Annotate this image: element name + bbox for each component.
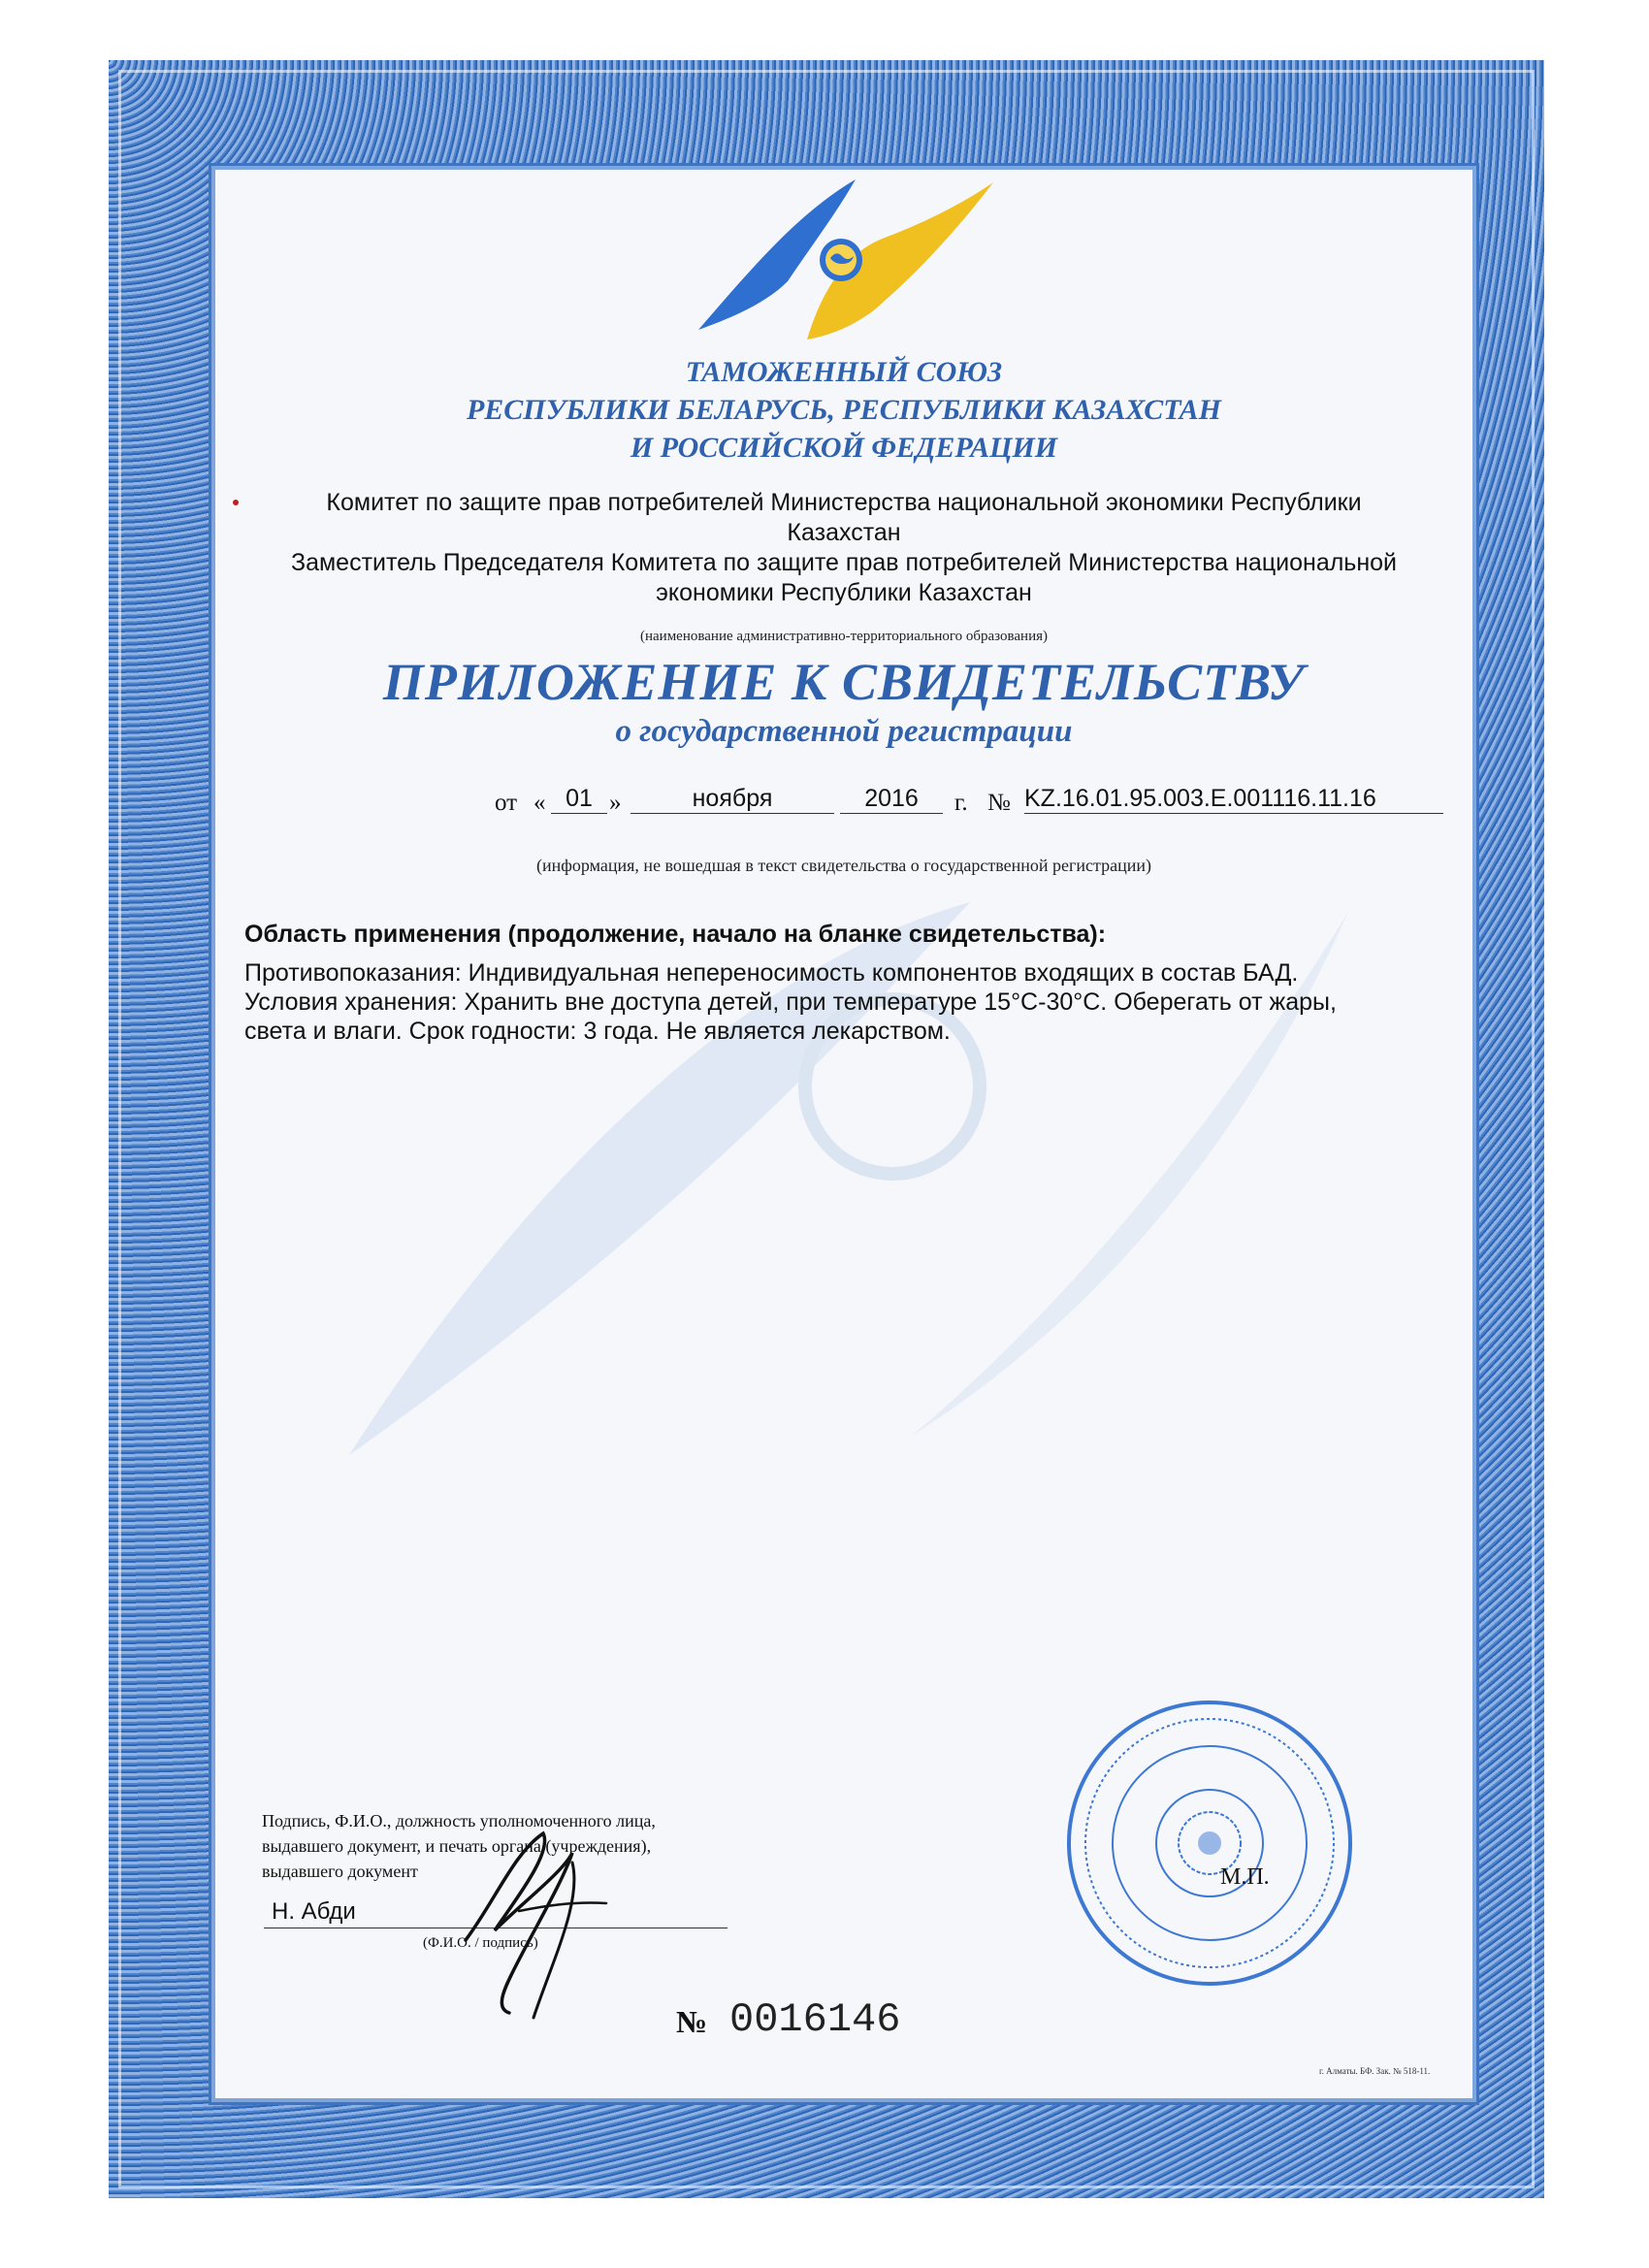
- scope-line1: Противопоказания: Индивидуальная непереносимость компонентов входящих в состав БАД.: [244, 959, 1299, 987]
- org-line2: Казахстан: [787, 519, 901, 546]
- document-subtitle: о государственной регистрации: [615, 714, 1073, 749]
- blank-number-sign: №: [676, 2004, 708, 2039]
- date-open-quote: «: [534, 790, 546, 816]
- org-line4: экономики Республики Казахстан: [656, 579, 1032, 606]
- union-title-line2: РЕСПУБЛИКИ БЕЛАРУСЬ, РЕСПУБЛИКИ КАЗАХСТАН: [466, 394, 1222, 426]
- seal-place-label: М.П.: [1220, 1864, 1270, 1890]
- scope-heading: Область применения (продолжение, начало на бланке свидетельства):: [244, 921, 1107, 948]
- union-title-line3: И РОССИЙСКОЙ ФЕДЕРАЦИИ: [630, 432, 1058, 464]
- document-title: ПРИЛОЖЕНИЕ К СВИДЕТЕЛЬСТВУ: [382, 653, 1306, 711]
- date-year-suffix: г.: [954, 790, 968, 816]
- org-line1: Комитет по защите прав потребителей Министерства национальной экономики Республики: [326, 489, 1362, 516]
- date-day-field: 01: [551, 785, 607, 814]
- customs-union-logo: [691, 175, 997, 341]
- info-caption: (информация, не вошедшая в текст свидетельства о государственной регистрации): [535, 856, 1152, 875]
- official-stamp-seal: [1059, 1693, 1360, 1993]
- certificate-number-field: KZ.16.01.95.003.E.001116.11.16: [1024, 785, 1443, 814]
- date-year-field: 2016: [840, 785, 943, 814]
- date-close-quote: »: [609, 790, 622, 816]
- date-prefix-ot: от: [495, 790, 518, 816]
- org-caption: (наименование административно-территориального образования): [639, 629, 1049, 644]
- signature-name-caption: (Ф.И.О. / подпись): [423, 1935, 538, 1951]
- handwritten-signature: [427, 1795, 630, 2027]
- number-sign: №: [987, 790, 1011, 816]
- signature-caption-line3: выдавшего документ: [262, 1862, 418, 1881]
- date-month-field: ноября: [630, 785, 834, 814]
- scope-line2: Условия хранения: Хранить вне доступа детей, при температуре 15°С-30°С. Оберегать от жары,: [244, 988, 1337, 1016]
- org-line3: Заместитель Председателя Комитета по защите прав потребителей Министерства национальной: [290, 549, 1398, 576]
- signatory-name: Н. Абди: [272, 1898, 356, 1925]
- printer-note: г. Алматы. БФ. Зак. № 518-11.: [1319, 2066, 1431, 2076]
- scope-line3: света и влаги. Срок годности: 3 года. Не является лекарством.: [244, 1018, 951, 1045]
- signature-caption-line1: Подпись, Ф.И.О., должность уполномоченного лица,: [262, 1811, 656, 1831]
- union-title-line1: ТАМОЖЕННЫЙ СОЮЗ: [685, 356, 1003, 388]
- blank-serial-number: 0016146: [729, 1996, 901, 2043]
- emblem-watermark: [291, 795, 1406, 1474]
- signature-caption-line2: выдавшего документ, и печать органа (учреждения),: [262, 1836, 652, 1856]
